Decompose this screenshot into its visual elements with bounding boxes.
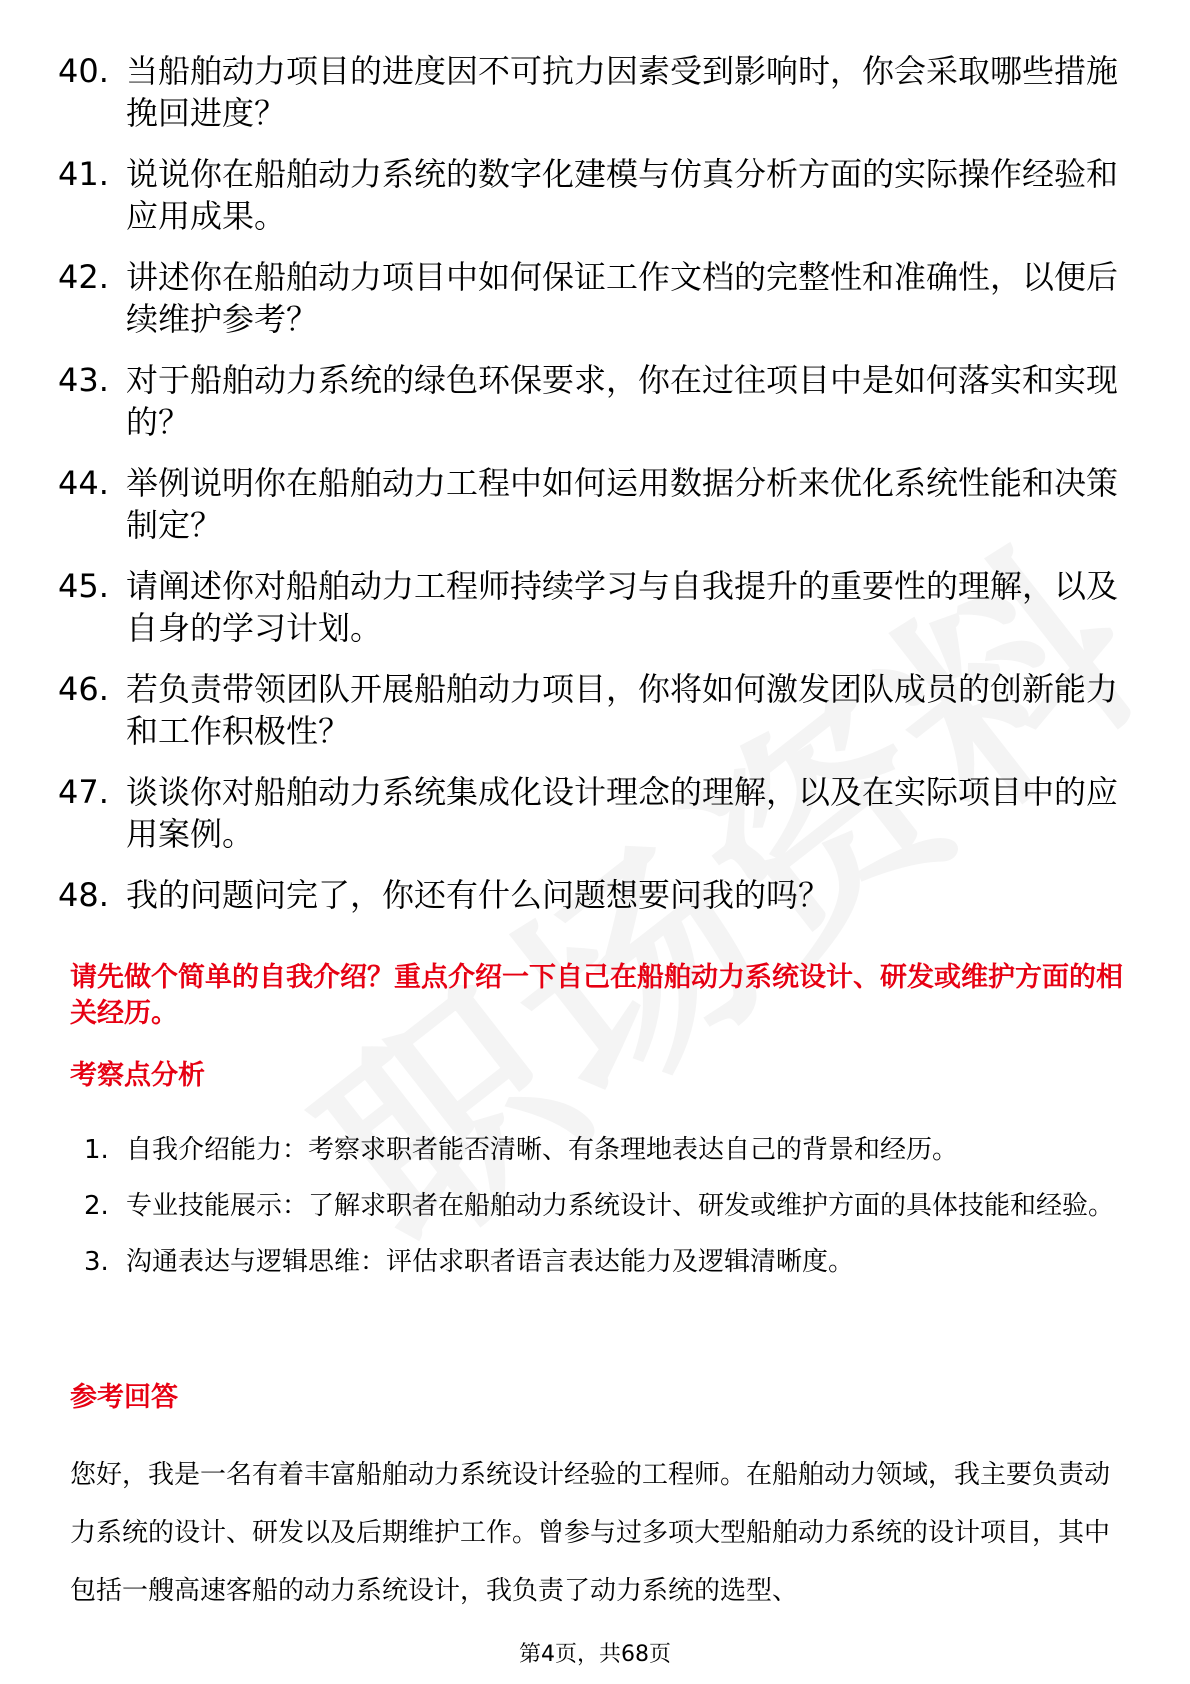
list-item <box>58 668 1128 752</box>
reference-answer: 您好，我是一名有着丰富船舶动力系统设计经验的工程师。在船舶动力领域，我主要负责动力系统的设计、研发以及后期维护工作。曾参与过多项大型船舶动力系统的设计项目，其中包括一艘高速客船的动力系统设计，我负责了动力系统的选型、 <box>70 1460 1111 1606</box>
analysis-list <box>84 1122 1130 1290</box>
list-item <box>84 1234 1130 1290</box>
question-number: 48. <box>58 876 109 914</box>
list-item <box>58 565 1128 649</box>
list-item <box>58 771 1128 855</box>
question-number: 41. <box>58 155 109 193</box>
item-text: 沟通表达与逻辑思维：评估求职者语言表达能力及逻辑清晰度。 <box>126 1247 855 1277</box>
list-item <box>84 1178 1130 1234</box>
question-list <box>58 50 1128 935</box>
question-text: 我的问题问完了，你还有什么问题想要问我的吗？ <box>126 876 831 914</box>
question-text: 请阐述你对船舶动力工程师持续学习与自我提升的重要性的理解，以及自身的学习计划。 <box>126 567 1119 647</box>
featured-question: 请先做个简单的自我介绍？重点介绍一下自己在船舶动力系统设计、研发或维护方面的相关经历。 <box>70 962 1123 1029</box>
question-text: 讲述你在船舶动力项目中如何保证工作文档的完整性和准确性，以便后续维护参考？ <box>126 258 1119 338</box>
question-text: 举例说明你在船舶动力工程中如何运用数据分析来优化系统性能和决策制定？ <box>126 464 1119 544</box>
item-text: 自我介绍能力：考察求职者能否清晰、有条理地表达自己的背景和经历。 <box>126 1135 959 1165</box>
question-number: 40. <box>58 52 109 90</box>
item-number: 1. <box>84 1135 109 1165</box>
list-item <box>58 462 1128 546</box>
question-text: 当船舶动力项目的进度因不可抗力因素受到影响时，你会采取哪些措施挽回进度？ <box>126 52 1119 132</box>
question-text: 说说你在船舶动力系统的数字化建模与仿真分析方面的实际操作经验和应用成果。 <box>126 155 1119 235</box>
list-item <box>58 153 1128 237</box>
analysis-heading: 考察点分析 <box>70 1060 205 1091</box>
question-text: 谈谈你对船舶动力系统集成化设计理念的理解，以及在实际项目中的应用案例。 <box>126 773 1119 853</box>
list-item <box>58 359 1128 443</box>
item-text: 专业技能展示：了解求职者在船舶动力系统设计、研发或维护方面的具体技能和经验。 <box>126 1191 1115 1221</box>
question-text: 若负责带领团队开展船舶动力项目，你将如何激发团队成员的创新能力和工作积极性？ <box>126 670 1119 750</box>
list-item <box>58 874 1128 916</box>
question-text: 对于船舶动力系统的绿色环保要求，你在过往项目中是如何落实和实现的？ <box>126 361 1119 441</box>
question-number: 44. <box>58 464 109 502</box>
page-footer: 第4页，共68页 <box>519 1642 671 1667</box>
question-number: 45. <box>58 567 109 605</box>
item-number: 2. <box>84 1191 109 1221</box>
item-number: 3. <box>84 1247 109 1277</box>
question-number: 42. <box>58 258 109 296</box>
question-number: 43. <box>58 361 109 399</box>
list-item <box>58 256 1128 340</box>
reference-heading: 参考回答 <box>70 1382 178 1413</box>
question-number: 47. <box>58 773 109 811</box>
list-item <box>58 50 1128 134</box>
list-item <box>84 1122 1130 1178</box>
question-number: 46. <box>58 670 109 708</box>
